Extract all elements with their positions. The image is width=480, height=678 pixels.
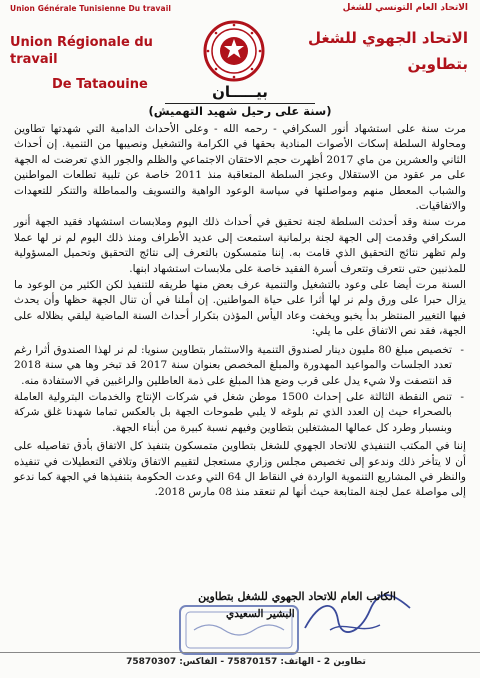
header-french bbox=[10, 4, 195, 92]
org-name-ar-small: الاتحاد العام التونسي للشغل bbox=[342, 3, 468, 13]
org-city-fr: De Tataouine bbox=[52, 77, 148, 92]
org-name-fr: Union Régionale du travail bbox=[10, 35, 153, 67]
ugtt-logo-icon bbox=[203, 20, 265, 82]
paragraph: السنة مرت أيضا على وعود بالتشغيل والتنمية عرف بعض منها طريقه للتنفيذ لكن الكثير من الوعود ما يزال حبرا على ورق ولم نر لها أثرا على حياة المواطنين. إن أملنا في أن تنال الجهة حظها وأن يحدث فيها التغيير المنتظر بدأ يخبو ويخفت وعاد اليأس المؤذن بتكرار أحداث السنة الماضية ليلقي بظلاله على الجهة، فقد نص الاتفاق على ما يلي: bbox=[14, 279, 466, 338]
org-name-fr-small: Union Générale Tunisienne Du travail bbox=[10, 4, 172, 13]
bullet-item: - تخصيص مبلغ 80 مليون دينار لصندوق التنمية والاستثمار بتطاوين سنويا: لم نر لهذا الصندوق أثرا رغم تعدد الجلسات والمواعيد المهدورة والمبلغ المخصص بعنوان سنة 2017 قد تبخر وها هي سنة 2018 قد انتصفت ولا شيء يدل على قرب وضع هذا المبلغ على ذمة العاطلين والراغبين في الاستفادة منه. bbox=[14, 343, 466, 389]
closing-paragraph: إننا في المكتب التنفيذي للاتحاد الجهوي للشغل بتطاوين متمسكون بتنفيذ كل الاتفاق بأدق تفاصيله على أن لا يتأخر ذلك وندعو إلى تخصيص مجلس وزاري مستعجل لتقييم الاتفاق وتلافي التعطيلات في تنفيذه والنظر في المشاريع التنموية الواردة في النقاط ال 64 التي وعدت الحكومة بتنفيذها في الجهة كما ندعو إلى مواصلة عمل لجنة المتابعة حيث أنها لم تنعقد منذ 08 مارس 2018. bbox=[14, 440, 467, 499]
footer-divider bbox=[0, 652, 480, 653]
signatory-name: البشير السعيدي bbox=[226, 608, 295, 620]
signatory-title: الكاتب العام للاتحاد الجهوي للشغل بتطاوين bbox=[198, 590, 396, 603]
org-name-ar: الاتحاد الجهوي للشغل bbox=[307, 29, 468, 47]
bullet-item: - تنص النقطة الثالثة على إحداث 1500 موطن شغل في شركات الإنتاج والخدمات البترولية العاملة بالصحراء حيث إن العدد الذي تم بلوغه لا يلبي طموحات الجهة بل بالعكس تماما شهدنا غلق شركة وبنسبار وطرد كل عمالها المشتغلين بتطاوين وفيهم نسبة كبيرة من أبناء الجهة. bbox=[14, 390, 466, 436]
paragraph: مرت سنة وقد أحدثت السلطة لجنة تحقيق في أحداث ذلك اليوم وملابسات استشهاد فقيد الجهة أنور السكرافي وقدمت إلى الجهة لجنة برلمانية استمعت إلى عديد الأطراف ومنذ ذلك اليوم لم نر لها عملا ولم تظهر نتائج التحقيق الذي قامت به. إننا متمسكون بالتعرف إلى نتائج التحقيق وتحميل المسؤولية للمذنبين حتى نتعرف وتتعرف أسرة الفقيد خاصة على ملابسات استشهاد ابنها. bbox=[14, 216, 466, 275]
header-arabic bbox=[283, 3, 468, 73]
document-title: بيـــــان bbox=[212, 83, 268, 101]
org-city-ar: بتطاوين bbox=[407, 55, 468, 73]
document-body bbox=[14, 122, 466, 502]
document-subtitle: (سنة على رحيل شهيد التهميش) bbox=[148, 104, 332, 118]
footer-contact: تطاوين 2 - الهاتف: 75870157 - الفاكس: 75870307 bbox=[126, 657, 366, 667]
paragraph: مرت سنة على استشهاد أنور السكرافي - رحمه الله - وعلى الأحداث الدامية التي شهدتها تطاوين ومحاولة السلطة إسكات الأصوات المنادية بحقها في الكرامة والتشغيل ونصيبها من التنمية. إن أحداث الثاني والعشرين من ماي 2017 أظهرت حجم الاحتقان الاجتماعي والظلم والجور الذي تعرضت له الجهة على مر عقود من الاستقلال وعجز السلطة المتعاقبة منذ 2011 خاصة عن تلبية تطلعات المواطنين والشباب المعطل منهم ومواصلتها في سياسة الوعود الواهية والتسويف والمماطلة والتنكر للتعهدات والاتفاقيات. bbox=[14, 123, 467, 213]
